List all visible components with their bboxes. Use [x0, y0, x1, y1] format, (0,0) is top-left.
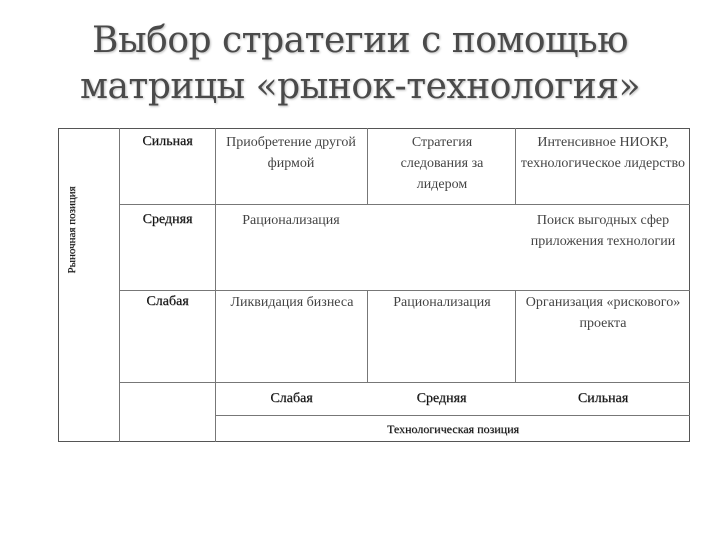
grid-line [119, 382, 690, 383]
tech-level-weak: Слабая [270, 391, 313, 406]
cell-medium-weak: Рационализация [242, 213, 340, 228]
tech-level-medium: Средняя [416, 391, 467, 406]
cell-weak-weak: Ликвидация бизнеса [230, 295, 354, 310]
cell-strong-medium: Стратегия следования за лидером [400, 135, 484, 192]
grid-line [119, 128, 120, 442]
cell-strong-weak: Приобретение другой фирмой [226, 135, 356, 171]
market-level-medium: Средняя [142, 212, 193, 227]
y-axis-label: Рыночная позиция [66, 186, 78, 274]
cell-strong-strong: Интенсивное НИОКР, технологическое лидерство [520, 135, 686, 171]
cell-weak-strong: Организация «рискового» проекта [525, 295, 681, 331]
x-axis-label: Технологическая позиция [386, 422, 520, 436]
slide-title-line-1: Выбор стратегии с помощью [92, 20, 628, 61]
cell-medium-strong: Поиск выгодных сфер приложения технологии [530, 213, 676, 249]
grid-line [515, 128, 516, 204]
market-level-weak: Слабая [146, 294, 189, 309]
grid-line [119, 204, 690, 205]
slide-title-line-2: матрицы «рынок-технология» [79, 66, 641, 107]
grid-line [215, 415, 690, 416]
slide-title [60, 18, 660, 110]
tech-level-strong: Сильная [577, 391, 629, 406]
grid-line [367, 128, 368, 204]
grid-line [119, 290, 690, 291]
grid-line [367, 290, 368, 382]
grid-line [515, 290, 516, 382]
cell-weak-medium: Рационализация [393, 295, 491, 310]
market-level-strong: Сильная [142, 134, 193, 149]
